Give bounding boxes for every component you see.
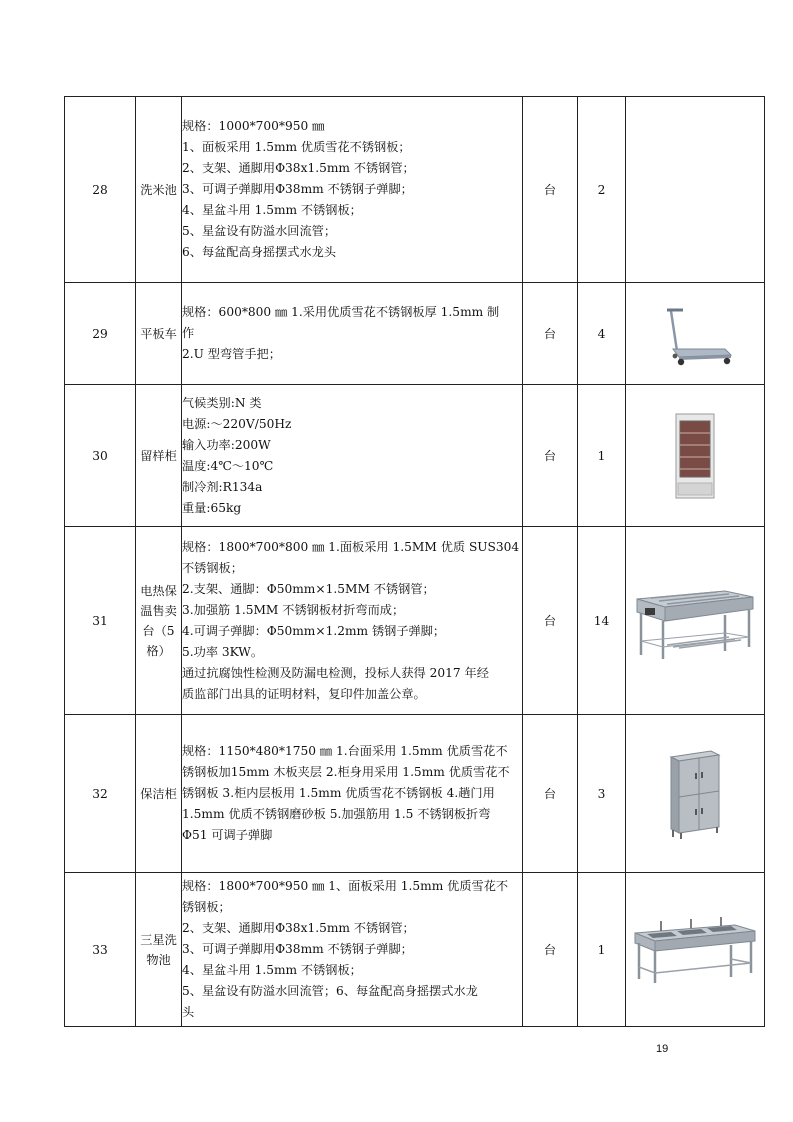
spec-line: 规格：1000*700*950 ㎜: [182, 119, 325, 133]
spec-line: 2、支架、通脚用Φ38x1.5mm 不锈钢管；: [182, 921, 415, 935]
spec-line: 电源:～220V/50Hz: [182, 416, 292, 431]
row-number: 33: [65, 873, 136, 1027]
item-unit: 台: [523, 97, 578, 283]
item-image-cell: [626, 527, 765, 715]
spec-line: 2.支架、通脚：Φ50mm×1.5MM 不锈钢管；: [182, 581, 435, 596]
item-name: 平板车: [136, 283, 182, 385]
spec-line: 1、面板采用 1.5mm 优质雪花不锈钢板；: [182, 140, 411, 154]
spec-line: 6、每盆配高身摇摆式水龙头: [182, 245, 337, 259]
spec-line: 4、星盆斗用 1.5mm 不锈钢板；: [182, 203, 362, 217]
row-number: 28: [65, 97, 136, 283]
item-image-cell: [626, 283, 765, 385]
table-row: [65, 715, 765, 873]
item-spec: [182, 385, 523, 527]
item-name: 三星洗物池: [136, 873, 182, 1027]
equipment-spec-table: [64, 96, 765, 1027]
item-image-cell: [626, 385, 765, 527]
item-unit: 台: [523, 873, 578, 1027]
item-spec: [182, 283, 523, 385]
row-number: 31: [65, 527, 136, 715]
warming-counter-image: [626, 581, 764, 661]
item-quantity: 1: [578, 385, 626, 527]
spec-line: 温度:4℃～10℃: [182, 458, 274, 473]
item-quantity: 14: [578, 527, 626, 715]
spec-line: 通过抗腐蚀性检测及防漏电检测，投标人获得 2017 年经: [182, 665, 489, 680]
item-spec: [182, 527, 523, 715]
table-row: [65, 385, 765, 527]
item-spec: [182, 715, 523, 873]
spec-line: 作: [182, 326, 195, 340]
row-number: 32: [65, 715, 136, 873]
spec-line: 锈钢板 3.柜内层板用 1.5mm 优质雪花不锈钢板 4.趟门用: [182, 786, 495, 800]
spec-line: 不锈钢板；: [182, 560, 243, 575]
spec-line: 5.功率 3KW。: [182, 644, 264, 659]
table-row: [65, 873, 765, 1027]
spec-line: 规格：600*800 ㎜ 1.采用优质雪花不锈钢板厚 1.5mm 制: [182, 305, 500, 319]
table-row: [65, 97, 765, 283]
spec-line: Φ51 可调子弹脚: [182, 828, 273, 842]
spec-line: 2.U 型弯管手把；: [182, 347, 281, 361]
item-image-cell: [626, 97, 765, 283]
spec-line: 气候类别:N 类: [182, 395, 262, 410]
row-number: 29: [65, 283, 136, 385]
page-number: 19: [656, 1043, 669, 1055]
spec-line: 重量:65kg: [182, 500, 242, 515]
triple-sink-image: [626, 915, 764, 985]
sample-cabinet-image: [626, 411, 764, 501]
item-image-cell: [626, 873, 765, 1027]
spec-line: 5、星盆设有防溢水回流管；6、每盆配高身摇摆式水龙: [182, 984, 478, 998]
cleaning-cabinet-image: [626, 747, 764, 841]
spec-line: 规格：1800*700*800 ㎜ 1.面板采用 1.5MM 优质 SUS304: [182, 539, 520, 554]
spec-line: 质监部门出具的证明材料，复印件加盖公章。: [182, 686, 426, 701]
table-row: [65, 283, 765, 385]
item-quantity: 3: [578, 715, 626, 873]
spec-line: 1.5mm 优质不锈钢磨砂板 5.加强筋用 1.5 不锈钢板折弯: [182, 807, 491, 821]
spec-line: 4、星盆斗用 1.5mm 不锈钢板；: [182, 963, 362, 977]
spec-line: 规格：1150*480*1750 ㎜ 1.台面采用 1.5mm 优质雪花不: [182, 744, 508, 758]
spec-line: 锈钢板加15mm 木板夹层 2.柜身用采用 1.5mm 优质雪花不: [182, 765, 510, 779]
item-quantity: 1: [578, 873, 626, 1027]
item-unit: 台: [523, 385, 578, 527]
item-unit: 台: [523, 715, 578, 873]
item-name: 洗米池: [136, 97, 182, 283]
spec-line: 输入功率:200W: [182, 437, 271, 452]
spec-line: 制冷剂:R134a: [182, 479, 263, 494]
item-name: 电热保温售卖台（5格）: [136, 527, 182, 715]
row-number: 30: [65, 385, 136, 527]
spec-line: 规格：1800*700*950 ㎜ 1、面板采用 1.5mm 优质雪花不: [182, 879, 509, 893]
spec-line: 5、星盆设有防溢水回流管；: [182, 224, 337, 238]
item-unit: 台: [523, 527, 578, 715]
item-spec: [182, 97, 523, 283]
spec-line: 3.加强筋 1.5MM 不锈钢板材折弯而成；: [182, 602, 405, 617]
item-quantity: 2: [578, 97, 626, 283]
item-spec: [182, 873, 523, 1027]
item-name: 留样柜: [136, 385, 182, 527]
spec-line: 3、可调子弹脚用Φ38mm 不锈钢子弹脚；: [182, 182, 413, 196]
flat-cart-image: [626, 301, 764, 367]
spec-line: 3、可调子弹脚用Φ38mm 不锈钢子弹脚；: [182, 942, 413, 956]
item-name: 保洁柜: [136, 715, 182, 873]
spec-line: 锈钢板；: [182, 900, 231, 914]
spec-line: 4.可调子弹脚：Φ50mm×1.2mm 锈钢子弹脚；: [182, 623, 446, 638]
item-image-cell: [626, 715, 765, 873]
spec-line: 2、支架、通脚用Φ38x1.5mm 不锈钢管；: [182, 161, 415, 175]
item-unit: 台: [523, 283, 578, 385]
spec-line: 头: [182, 1005, 195, 1019]
table-row: [65, 527, 765, 715]
item-quantity: 4: [578, 283, 626, 385]
